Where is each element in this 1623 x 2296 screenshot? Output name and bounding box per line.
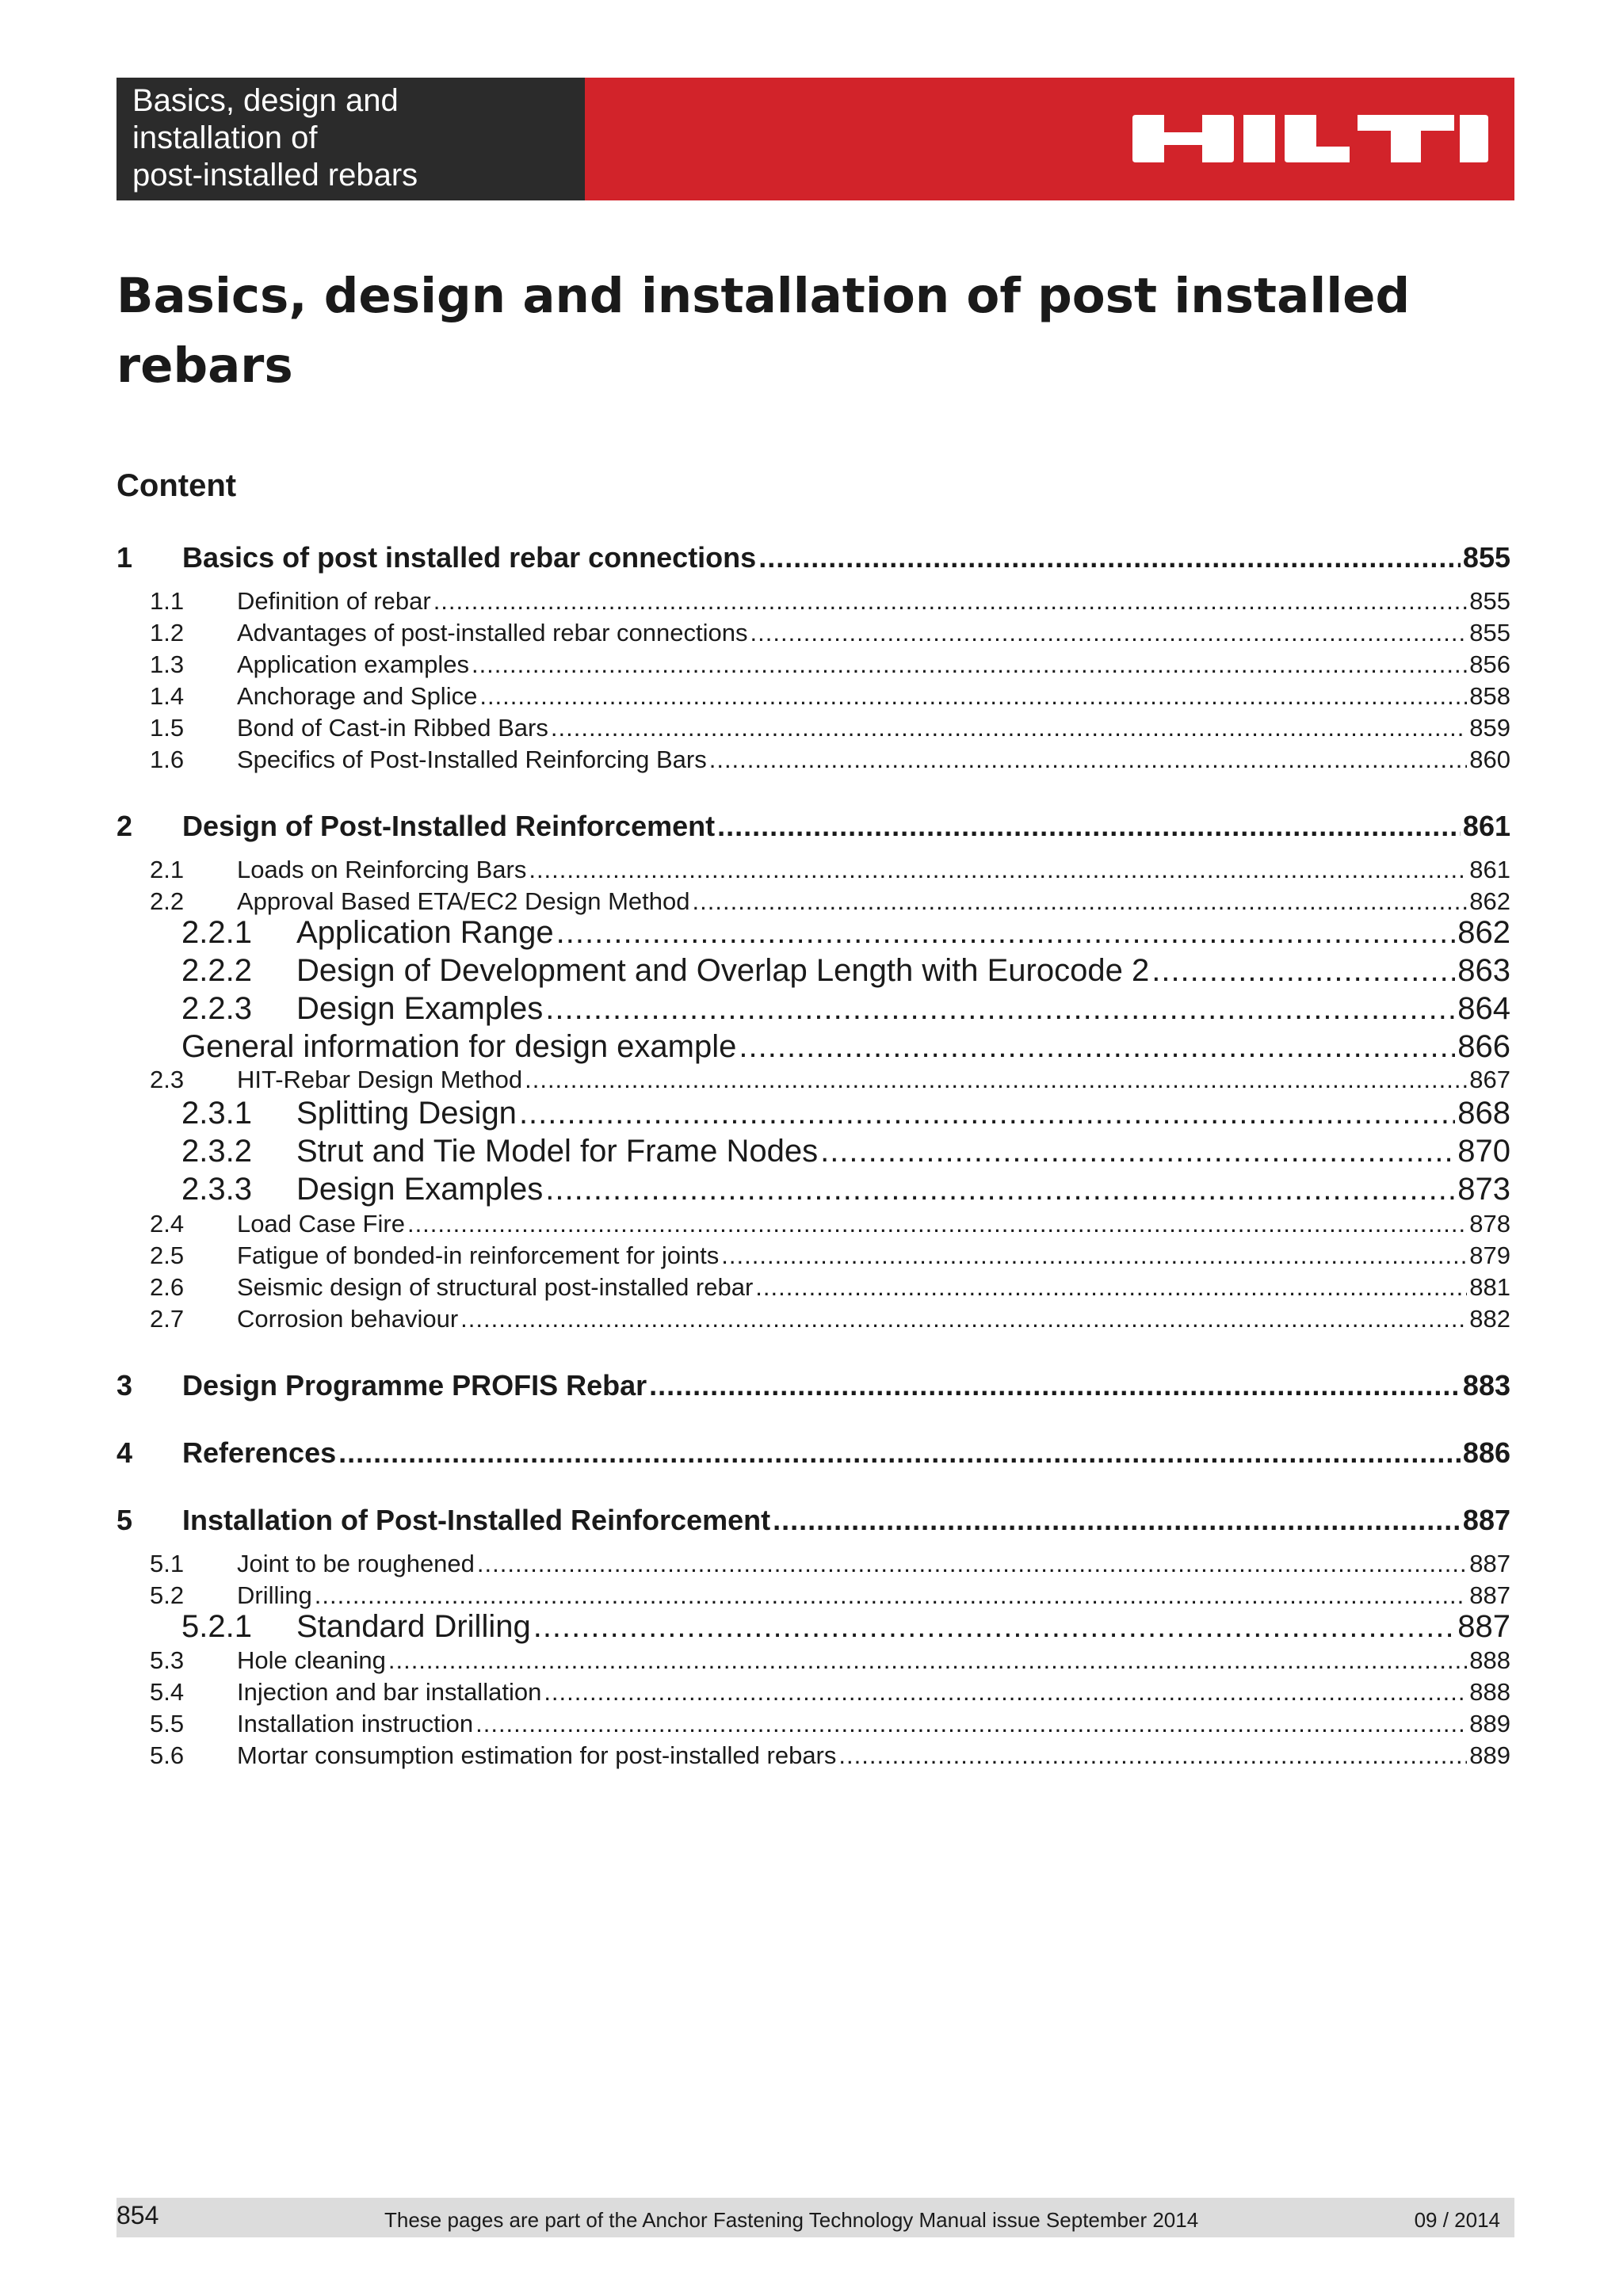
toc-leader <box>433 587 1468 616</box>
toc-number: 5.4 <box>150 1678 185 1706</box>
toc-number: 4 <box>116 1436 133 1469</box>
toc-page: 859 <box>1469 714 1510 742</box>
toc-page: 863 <box>1457 953 1510 988</box>
toc-number: 2.7 <box>150 1305 185 1333</box>
toc-leader <box>479 682 1467 711</box>
toc-label: Advantages of post-installed rebar connections <box>237 619 748 646</box>
footer-note: These pages are part of the Anchor Fastening Technology Manual issue September 2014 <box>384 2208 1199 2232</box>
toc-number: 2.3 <box>150 1066 185 1093</box>
toc-page: 879 <box>1469 1241 1510 1269</box>
toc-page: 860 <box>1469 746 1510 773</box>
toc-number: 2.3.1 <box>181 1096 252 1131</box>
toc-page: 862 <box>1457 915 1510 950</box>
toc-page: 873 <box>1457 1172 1510 1207</box>
toc-entry[interactable] <box>181 1096 1510 1131</box>
brand-band <box>585 78 1514 200</box>
page-footer <box>116 2198 1514 2237</box>
toc-leader <box>545 991 1455 1027</box>
toc-page: 889 <box>1469 1741 1510 1769</box>
toc-leader <box>407 1210 1467 1238</box>
toc-leader <box>750 619 1468 647</box>
toc-leader <box>739 1029 1455 1065</box>
toc-leader <box>477 1550 1467 1578</box>
toc-entry[interactable] <box>181 991 1510 1027</box>
toc-entry[interactable] <box>150 1066 1510 1094</box>
toc-entry[interactable] <box>150 1305 1510 1333</box>
header-line: installation of <box>132 120 318 155</box>
toc-page: 866 <box>1457 1029 1510 1064</box>
toc-leader <box>388 1646 1467 1675</box>
toc-entry[interactable] <box>116 541 1510 574</box>
toc-leader <box>519 1096 1455 1131</box>
toc-label: Approval Based ETA/EC2 Design Method <box>237 887 690 915</box>
toc-leader <box>1151 953 1455 989</box>
toc-label: Bond of Cast-in Ribbed Bars <box>237 714 548 742</box>
toc-page: 861 <box>1469 856 1510 883</box>
header-line: post-installed rebars <box>132 158 418 193</box>
toc-entry[interactable] <box>181 953 1510 989</box>
toc-number: 1.1 <box>150 587 185 615</box>
toc-page: 887 <box>1462 1504 1510 1536</box>
toc-number: 2.6 <box>150 1273 185 1301</box>
toc-entry[interactable] <box>181 1609 1510 1645</box>
toc-label: Fatigue of bonded-in reinforcement for joints <box>237 1241 720 1269</box>
toc-entry[interactable] <box>116 810 1510 843</box>
toc-label: Installation instruction <box>237 1710 474 1737</box>
toc-label: General information for design example <box>181 1029 737 1064</box>
toc-leader <box>649 1369 1461 1402</box>
toc-entry[interactable] <box>150 682 1510 711</box>
toc-number: 1.2 <box>150 619 185 646</box>
toc-leader <box>773 1504 1461 1537</box>
toc-label: Definition of rebar <box>237 587 431 615</box>
toc-entry[interactable] <box>150 1210 1510 1238</box>
toc-leader <box>475 1710 1467 1738</box>
toc-leader <box>315 1581 1468 1610</box>
toc-number: 5.1 <box>150 1550 185 1577</box>
toc-number: 2.3.2 <box>181 1134 252 1169</box>
toc-number: 5.6 <box>150 1741 185 1769</box>
toc-entry[interactable] <box>150 714 1510 742</box>
toc-number: 2 <box>116 810 133 842</box>
hilti-logo <box>1132 115 1488 162</box>
toc-leader <box>525 1066 1467 1094</box>
toc-page: 888 <box>1469 1646 1510 1674</box>
toc-number: 2.2.2 <box>181 953 252 988</box>
toc-entry[interactable] <box>116 1369 1510 1402</box>
content-heading: Content <box>116 468 237 503</box>
toc-number: 1.3 <box>150 650 185 678</box>
footer-date: 09 / 2014 <box>1414 2208 1500 2232</box>
toc-label: Loads on Reinforcing Bars <box>237 856 527 883</box>
header-line: Basics, design and <box>132 83 399 118</box>
toc-number: 5.2.1 <box>181 1609 252 1644</box>
toc-leader <box>755 1273 1467 1302</box>
toc-entry[interactable] <box>150 887 1510 916</box>
toc-entry[interactable] <box>150 856 1510 884</box>
toc-entry[interactable] <box>150 1241 1510 1270</box>
toc-label: Drilling <box>237 1581 312 1609</box>
toc-entry[interactable] <box>181 1172 1510 1207</box>
toc-page: 862 <box>1469 887 1510 915</box>
toc-page: 886 <box>1462 1436 1510 1469</box>
toc-number: 2.1 <box>150 856 185 883</box>
toc-label: Anchorage and Splice <box>237 682 478 710</box>
toc-entry[interactable] <box>150 746 1510 774</box>
page-number: 854 <box>116 2201 159 2229</box>
toc-number: 2.5 <box>150 1241 185 1269</box>
toc-page: 878 <box>1469 1210 1510 1238</box>
toc-number: 5.5 <box>150 1710 185 1737</box>
toc-number: 1.6 <box>150 746 185 773</box>
toc-page: 883 <box>1462 1369 1510 1402</box>
page-title: Basics, design and installation of post installed rebars <box>116 268 1411 394</box>
toc-number: 5.2 <box>150 1581 185 1609</box>
toc-page: 888 <box>1469 1678 1510 1706</box>
toc-leader <box>721 1241 1467 1270</box>
toc-label: Hole cleaning <box>237 1646 386 1674</box>
toc-entry[interactable] <box>150 587 1510 616</box>
toc-entry[interactable] <box>150 1550 1510 1578</box>
toc-leader <box>693 887 1468 916</box>
toc-number: 2.2 <box>150 887 185 915</box>
toc-entry[interactable] <box>150 1581 1510 1610</box>
toc-label: Basics of post installed rebar connections <box>182 541 757 574</box>
toc-page: 887 <box>1469 1550 1510 1577</box>
header-section-label <box>116 78 585 200</box>
toc-label: Load Case Fire <box>237 1210 405 1238</box>
toc-label: HIT-Rebar Design Method <box>237 1066 523 1093</box>
toc-number: 5.3 <box>150 1646 185 1674</box>
toc-page: 870 <box>1457 1134 1510 1169</box>
toc-page: 881 <box>1469 1273 1510 1301</box>
toc-entry[interactable] <box>181 1029 1510 1065</box>
toc-label: Corrosion behaviour <box>237 1305 459 1333</box>
toc-number: 5 <box>116 1504 133 1536</box>
toc-leader <box>838 1741 1467 1770</box>
toc-label: Design Programme PROFIS Rebar <box>182 1369 647 1402</box>
page-header <box>116 78 1514 200</box>
toc-page: 858 <box>1469 682 1510 710</box>
toc-leader <box>717 810 1461 843</box>
toc-label: Mortar consumption estimation for post-installed rebars <box>237 1741 837 1769</box>
toc-entry[interactable] <box>150 1678 1510 1707</box>
toc-number: 2.4 <box>150 1210 185 1238</box>
toc-entry[interactable] <box>150 619 1510 647</box>
toc-label: Specifics of Post-Installed Reinforcing Bars <box>237 746 707 773</box>
toc-entry[interactable] <box>150 1646 1510 1675</box>
toc-leader <box>460 1305 1467 1333</box>
toc-entry[interactable] <box>181 1134 1510 1169</box>
toc-label: Design of Post-Installed Reinforcement <box>182 810 716 842</box>
toc-entry[interactable] <box>116 1504 1510 1537</box>
toc-entry[interactable] <box>150 1741 1510 1770</box>
toc-leader <box>472 650 1467 679</box>
toc-number: 3 <box>116 1369 133 1402</box>
toc-leader <box>820 1134 1455 1169</box>
toc-number: 2.3.3 <box>181 1172 252 1207</box>
toc-label: Installation of Post-Installed Reinforcement <box>182 1504 771 1536</box>
toc-entry[interactable] <box>116 1436 1510 1470</box>
toc-leader <box>545 1172 1455 1207</box>
toc-label: Application Range <box>296 915 554 950</box>
toc-page: 887 <box>1457 1609 1510 1644</box>
toc-entry[interactable] <box>150 650 1510 679</box>
toc-label: Seismic design of structural post-installed rebar <box>237 1273 754 1301</box>
toc-label: Design of Development and Overlap Length with Eurocode 2 <box>296 953 1150 988</box>
toc-leader <box>551 714 1467 742</box>
toc-page: 867 <box>1469 1066 1510 1093</box>
toc-page: 868 <box>1457 1096 1510 1131</box>
toc-entry[interactable] <box>150 1710 1510 1738</box>
toc-page: 887 <box>1469 1581 1510 1609</box>
toc-page: 889 <box>1469 1710 1510 1737</box>
toc-leader <box>338 1436 1461 1470</box>
toc-label: Design Examples <box>296 991 544 1026</box>
toc-leader <box>758 541 1461 574</box>
toc-leader <box>544 1678 1467 1707</box>
toc-page: 855 <box>1469 619 1510 646</box>
toc-leader <box>556 915 1456 951</box>
toc-page: 882 <box>1469 1305 1510 1333</box>
toc-label: Standard Drilling <box>296 1609 531 1644</box>
toc-entry[interactable] <box>181 915 1510 951</box>
toc-label: References <box>182 1436 337 1469</box>
toc-number: 2.2.3 <box>181 991 252 1026</box>
toc-leader <box>533 1609 1456 1645</box>
toc-leader <box>709 746 1468 774</box>
toc-page: 855 <box>1469 587 1510 615</box>
toc-number: 1 <box>116 541 133 574</box>
toc-leader <box>529 856 1467 884</box>
toc-label: Strut and Tie Model for Frame Nodes <box>296 1134 819 1169</box>
toc-page: 855 <box>1462 541 1510 574</box>
toc-label: Splitting Design <box>296 1096 517 1131</box>
toc-page: 864 <box>1457 991 1510 1026</box>
toc-label: Joint to be roughened <box>237 1550 475 1577</box>
toc-page: 856 <box>1469 650 1510 678</box>
toc-label: Injection and bar installation <box>237 1678 542 1706</box>
toc-number: 1.4 <box>150 682 185 710</box>
toc-label: Design Examples <box>296 1172 544 1207</box>
toc-number: 1.5 <box>150 714 185 742</box>
toc-entry[interactable] <box>150 1273 1510 1302</box>
toc-page: 861 <box>1462 810 1510 842</box>
toc-label: Application examples <box>237 650 469 678</box>
toc-number: 2.2.1 <box>181 915 252 950</box>
